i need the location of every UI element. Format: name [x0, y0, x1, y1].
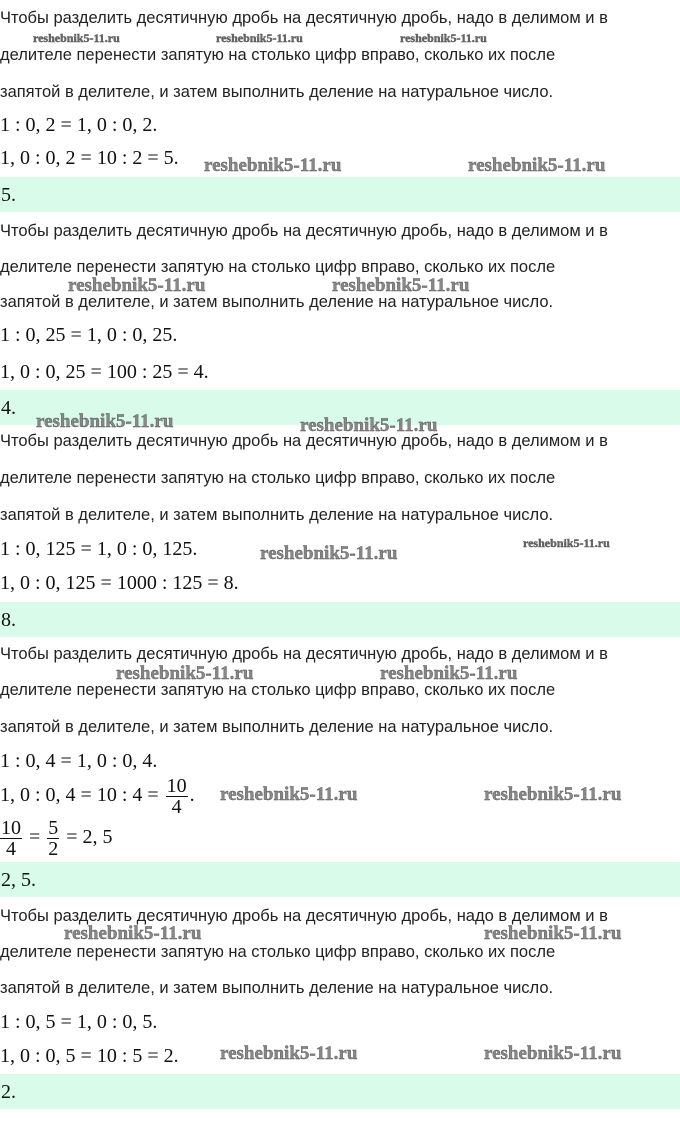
explanation-line: запятой в делителе, и затем выполнить деление на натуральное число. [0, 718, 554, 736]
answer-band [0, 177, 680, 212]
answer: 8. [1, 609, 16, 631]
math-line: 1, 0 : 0, 2 = 10 : 2 = 5. [0, 147, 179, 169]
math-line [0, 818, 113, 859]
answer: 2. [1, 1081, 16, 1103]
watermark: reshebnik5-11.ru [468, 155, 606, 176]
watermark: reshebnik5-11.ru [400, 31, 487, 45]
watermark: reshebnik5-11.ru [300, 415, 438, 436]
denominator: 2 [48, 838, 59, 860]
explanation-line: Чтобы разделить десятичную дробь на десятичную дробь, надо в делимом и в [0, 222, 608, 240]
explanation-line: запятой в делителе, и затем выполнить деление на натуральное число. [0, 979, 554, 997]
watermark: reshebnik5-11.ru [220, 1043, 358, 1064]
explanation-line: запятой в делителе, и затем выполнить деление на натуральное число. [0, 83, 554, 101]
math-line: 1, 0 : 0, 5 = 10 : 5 = 2. [0, 1045, 179, 1067]
math-line [0, 776, 195, 817]
answer-band [0, 1074, 680, 1109]
explanation-line: делителе перенести запятую на столько цифр вправо, сколько их после [0, 943, 556, 961]
fraction [47, 818, 59, 859]
explanation-line: делителе перенести запятую на столько цифр вправо, сколько их после [0, 46, 556, 64]
answer: 4. [1, 397, 16, 419]
watermark: reshebnik5-11.ru [36, 411, 174, 432]
watermark: reshebnik5-11.ru [204, 155, 342, 176]
fraction [0, 818, 22, 859]
numerator: 5 [48, 817, 59, 839]
explanation-line: делителе перенести запятую на столько цифр вправо, сколько их после [0, 469, 556, 487]
numerator: 10 [166, 775, 187, 797]
explanation-line: запятой в делителе, и затем выполнить деление на натуральное число. [0, 506, 554, 524]
watermark: reshebnik5-11.ru [380, 663, 518, 684]
math-text: = [29, 826, 41, 849]
answer: 5. [1, 184, 16, 206]
watermark: reshebnik5-11.ru [523, 536, 610, 550]
watermark: reshebnik5-11.ru [64, 923, 202, 944]
explanation-line: Чтобы разделить десятичную дробь на десятичную дробь, надо в делимом и в [0, 9, 608, 27]
watermark: reshebnik5-11.ru [484, 923, 622, 944]
math-line: 1 : 0, 25 = 1, 0 : 0, 25. [0, 324, 178, 346]
math-text: 1, 0 : 0, 4 = 10 : 4 = [0, 784, 159, 807]
math-line: 1 : 0, 4 = 1, 0 : 0, 4. [0, 750, 158, 772]
watermark: reshebnik5-11.ru [33, 31, 120, 45]
answer-band [0, 602, 680, 637]
watermark: reshebnik5-11.ru [68, 275, 206, 296]
explanation-line: делителе перенести запятую на столько цифр вправо, сколько их после [0, 681, 556, 699]
math-line: 1, 0 : 0, 125 = 1000 : 125 = 8. [0, 572, 239, 594]
explanation-line: запятой в делителе, и затем выполнить деление на натуральное число. [0, 293, 554, 311]
explanation-line: Чтобы разделить десятичную дробь на десятичную дробь, надо в делимом и в [0, 645, 608, 663]
watermark: reshebnik5-11.ru [484, 1043, 622, 1064]
fraction [166, 776, 188, 817]
watermark: reshebnik5-11.ru [220, 784, 358, 805]
watermark: reshebnik5-11.ru [484, 784, 622, 805]
answer-band [0, 862, 680, 897]
explanation-line: делителе перенести запятую на столько цифр вправо, сколько их после [0, 258, 556, 276]
math-text: . [189, 784, 195, 807]
math-line: 1, 0 : 0, 25 = 100 : 25 = 4. [0, 361, 209, 383]
math-line: 1 : 0, 125 = 1, 0 : 0, 125. [0, 538, 198, 560]
watermark: reshebnik5-11.ru [260, 543, 398, 564]
answer: 2, 5. [1, 869, 36, 891]
math-line: 1 : 0, 5 = 1, 0 : 0, 5. [0, 1011, 158, 1033]
math-line: 1 : 0, 2 = 1, 0 : 0, 2. [0, 114, 158, 136]
watermark: reshebnik5-11.ru [332, 275, 470, 296]
math-text: = 2, 5 [66, 826, 113, 849]
watermark: reshebnik5-11.ru [216, 31, 303, 45]
denominator: 4 [171, 796, 182, 818]
explanation-line: Чтобы разделить десятичную дробь на десятичную дробь, надо в делимом и в [0, 432, 608, 450]
numerator: 10 [1, 817, 21, 839]
watermark: reshebnik5-11.ru [116, 663, 254, 684]
denominator: 4 [6, 838, 16, 860]
explanation-line: Чтобы разделить десятичную дробь на десятичную дробь, надо в делимом и в [0, 907, 608, 925]
